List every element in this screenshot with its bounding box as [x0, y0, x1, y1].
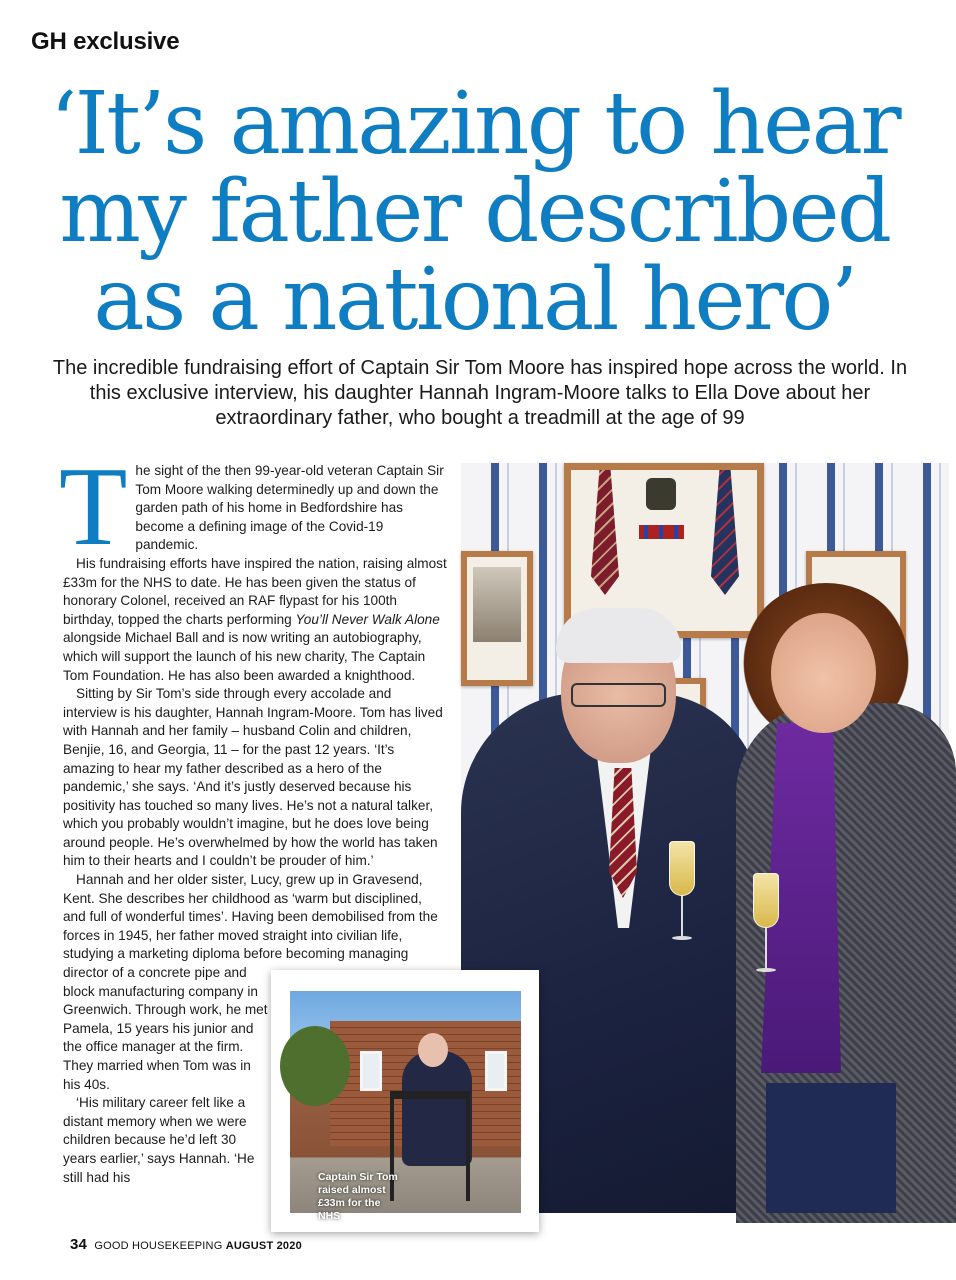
song-title: You’ll Never Walk Alone: [295, 611, 440, 627]
inset-photo-card: [271, 970, 539, 1232]
champagne-glass-hannah: [753, 873, 779, 973]
article-paragraph-3: Sitting by Sir Tom’s side through every accolade and interview is his daughter, Hannah Ingram-Moore. Tom has lived with Hannah and her family – husband Colin and children, Benjie, 16, and Georgia, 11 – for the past 12 years. ‘It’s amazing to hear my father described as a hero of the pandemic,’ she says. ‘And it’s justly deserved because his positivity has touched so many lives. He’s not a natural talker, which you probably wouldn’t imagine, but he does love being around people. He’s overwhelmed by how the world has taken him to their hearts and I couldn’t be prouder of him.’: [63, 686, 443, 869]
headline: [0, 74, 949, 350]
portrait-image: [473, 567, 521, 642]
article-paragraph-5: ‘His military career felt like a distant memory when we were children because he’d left 30 years earlier,’ says Hannah. ‘He still had his: [63, 1095, 255, 1185]
headline-line-2: my father described: [59, 162, 890, 262]
glasses: [571, 683, 666, 707]
framed-portrait: [461, 551, 533, 686]
article-paragraph-2-text-a: His fundraising efforts have inspired the nation, raising almost £33m for the NHS to date. He has been given the status of honorary Colonel, received an RAF flypast for his 100th birthday, topped the charts performing: [63, 555, 447, 627]
drop-cap: T: [59, 445, 128, 569]
headline-line-1: ‘It’s amazing to hear: [49, 74, 900, 174]
inset-caption: Captain Sir Tom raised almost £33m for the NHS: [318, 1171, 398, 1222]
regimental-tie-blue: [711, 470, 739, 595]
champagne-glass-tom: [669, 841, 695, 941]
article-paragraph-4-continued: director of a concrete pipe and block manufacturing company in Greenwich. Through work, he met Pamela, 15 years his junior and the office manager at the firm. They married when Tom was in his 40s.: [63, 965, 268, 1092]
walking-frame: [390, 1091, 470, 1201]
standfirst: The incredible fundraising effort of Captain Sir Tom Moore has inspired hope across the world. In this exclusive interview, his daughter Hannah Ingram-Moore talks to Ella Dove about her extraordinary father, who bought a treadmill at the age of 99: [52, 357, 908, 429]
hannah-jeans: [766, 1083, 896, 1213]
hannah-face: [771, 613, 876, 733]
article-paragraph-4: Hannah and her older sister, Lucy, grew up in Gravesend, Kent. She describes her childhood as ‘warm but disciplined, and full of wonderful times’. Having been demobilised from the forces in 1945, her father moved straight into civilian life, studying a marketing diploma before becoming managing: [63, 872, 438, 962]
page-number: 34: [70, 1236, 88, 1253]
article-paragraph-2: [63, 555, 448, 685]
sir-tom-hair: [556, 608, 681, 663]
sir-tom-head: [418, 1033, 448, 1067]
headline-line-3: as a national hero’: [93, 250, 856, 350]
folio: [70, 1236, 302, 1253]
issue-date: AUGUST 2020: [225, 1240, 302, 1252]
tree: [280, 1026, 350, 1106]
regiment-badge: [646, 478, 676, 510]
magazine-name: GOOD HOUSEKEEPING: [94, 1240, 223, 1252]
regimental-tie-red: [591, 470, 619, 595]
inset-photo: [290, 991, 521, 1222]
window: [485, 1051, 507, 1091]
medal-ribbons: [639, 525, 684, 539]
article-paragraph-2-text-b: alongside Michael Ball and is now writing an autobiography, which will support the launch of his new charity, The Captain Tom Foundation. He has also been awarded a knighthood.: [63, 630, 426, 683]
article-paragraph-1-text: he sight of the then 99-year-old veteran Captain Sir Tom Moore walking determinedly up and down the garden path of his home in Bedfordshire has become a defining image of the Covid-19 pandemic.: [135, 463, 444, 553]
window: [360, 1051, 382, 1091]
section-tag: GH exclusive: [31, 28, 180, 55]
article-paragraph-1: [59, 445, 448, 569]
